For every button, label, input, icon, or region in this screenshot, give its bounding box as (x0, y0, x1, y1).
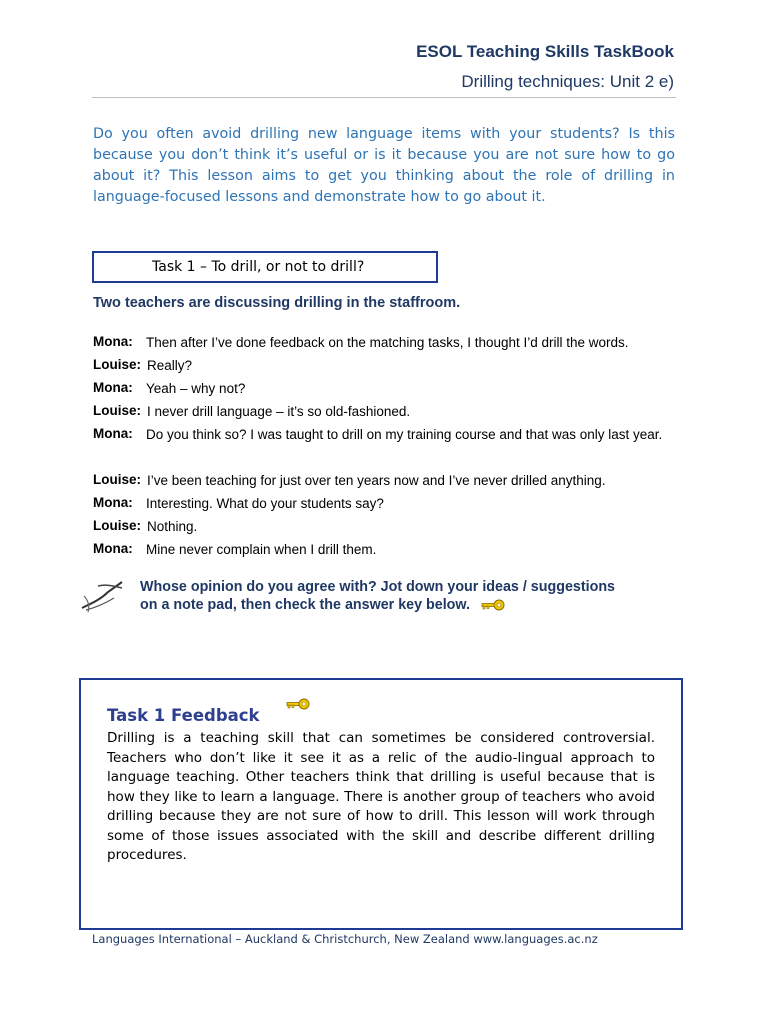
speaker-name: Mona: (93, 334, 133, 349)
key-icon[interactable] (480, 598, 506, 612)
prompt-line-2-wrap (140, 596, 680, 614)
speech-text: Really? (147, 358, 193, 373)
dialogue-line (93, 540, 683, 563)
speaker-name: Mona: (93, 380, 133, 395)
speaker-name: Mona: (93, 426, 133, 441)
prompt-line-1: Whose opinion do you agree with? Jot down your ideas / suggestions (140, 579, 616, 595)
dialogue-line (93, 425, 683, 471)
dialogue-line (93, 517, 683, 540)
speaker-name: Louise: (93, 403, 142, 418)
speaker-name: Louise: (93, 472, 142, 487)
key-icon (284, 697, 312, 711)
dialogue-line (93, 333, 683, 356)
intro-paragraph: Do you often avoid drilling new language items with your students? Is this because you don’t think it’s useful or is it because you are not sure how to go about it? This lesson aims to get you thinking about the role of drilling in language-focused lessons and demonstrate how to go about it. (93, 126, 675, 205)
speaker-name: Mona: (93, 495, 133, 510)
dialogue-line (93, 494, 683, 517)
dialogue-line (93, 356, 683, 379)
dialogue-line (93, 402, 683, 425)
speaker-name: Louise: (93, 518, 142, 533)
footer-text: Languages International – Auckland & Christchurch, New Zealand www.languages.ac.nz (92, 932, 598, 946)
dialogue (93, 333, 683, 563)
dialogue-line (93, 379, 683, 402)
dialogue-line (93, 471, 683, 494)
header-divider (92, 97, 676, 98)
feedback-body: Drilling is a teaching skill that can sometimes be considered controversial. Teachers who don’t like it see it as a relic of the audio-lingual approach to language teaching. Other teachers think that drilling is useful because that is how they like to learn a language. There is another group of teachers who avoid drilling because they are not sure of how to drill. This lesson will work through some of those issues associated with the skill and describe different drilling procedures. (107, 730, 655, 863)
document-title: ESOL Teaching Skills TaskBook (416, 42, 674, 61)
speech-text: Nothing. (147, 519, 198, 534)
speech-text: I never drill language – it’s so old-fashioned. (147, 404, 411, 419)
speech-text: Do you think so? I was taught to drill on my training course and that was only last year. (146, 427, 663, 442)
speech-text: Mine never complain when I drill them. (146, 542, 377, 557)
pen-writing-icon (78, 578, 128, 614)
speaker-name: Louise: (93, 357, 142, 372)
feedback-title: Task 1 Feedback (107, 706, 260, 725)
scenario-heading: Two teachers are discussing drilling in the staffroom. (93, 295, 461, 311)
speech-text: Yeah – why not? (146, 381, 246, 396)
reflection-prompt (140, 578, 680, 614)
task-title: Task 1 – To drill, or not to drill? (152, 259, 365, 275)
task-title-box (92, 251, 438, 283)
speech-text: I’ve been teaching for just over ten years now and I’ve never drilled anything. (147, 473, 606, 488)
prompt-line-2: on a note pad, then check the answer key below. (140, 597, 470, 613)
unit-subtitle: Drilling techniques: Unit 2 e) (461, 72, 674, 91)
speech-text: Then after I’ve done feedback on the matching tasks, I thought I’d drill the words. (146, 335, 629, 350)
speech-text: Interesting. What do your students say? (146, 496, 384, 511)
speaker-name: Mona: (93, 541, 133, 556)
